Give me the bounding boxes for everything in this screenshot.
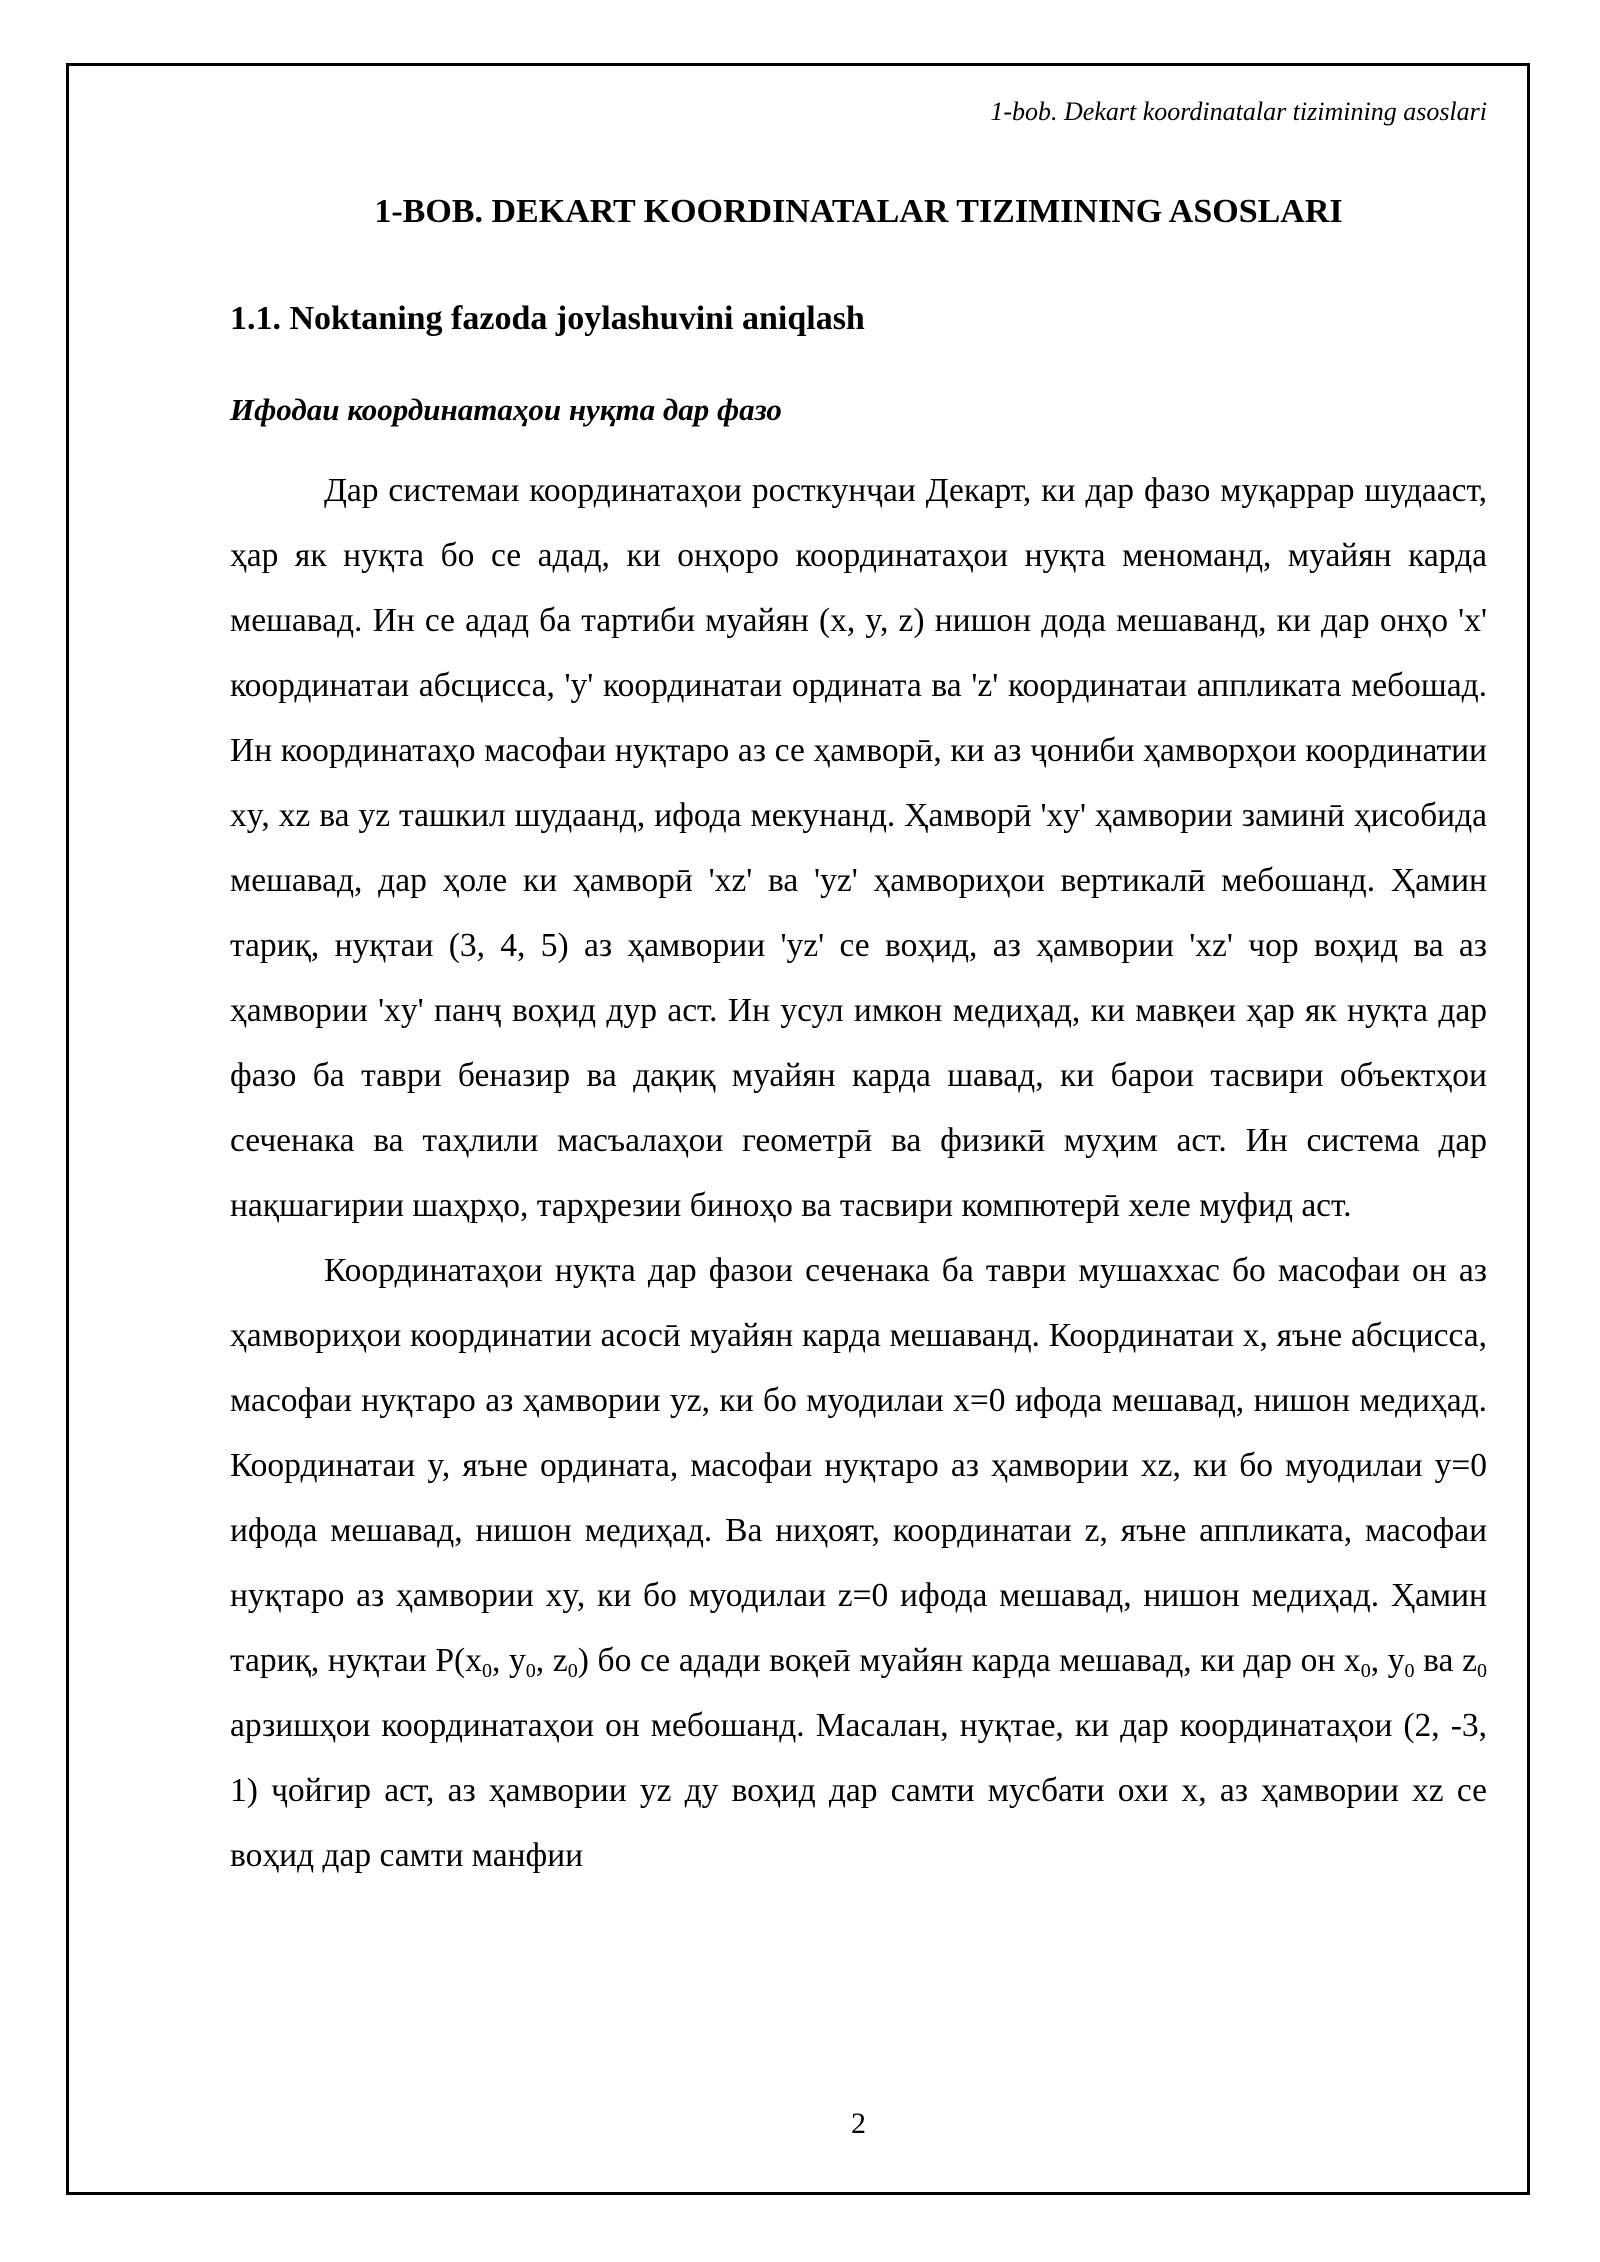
paragraph-2-text: , z — [535, 1642, 568, 1679]
subscript-zero: 0 — [1476, 1660, 1487, 1682]
subscript-zero: 0 — [481, 1660, 492, 1682]
paragraph-2-text: Координатаҳои нуқта дар фазои сеченака ба таври мушаххас бо масофаи он аз ҳамвориҳои координатии асосӣ муайян карда мешаванд. Координатаи x, яъне абсцисса, масофаи нуқтаро аз ҳамвории yz, ки бо муодилаи x=0 ифода мешавад, нишон медиҳад. Координатаи y, яъне ордината, масофаи нуқтаро аз ҳамвории xz, ки бо муодилаи y=0 ифода мешавад, нишон медиҳад. Ва ниҳоят, координатаи z, яъне аппликата, масофаи нуқтаро аз ҳамвории xy, ки бо муодилаи z=0 ифода мешавад, нишон медиҳад. Ҳамин тариқ, нуқтаи P(x — [230, 1252, 1487, 1679]
body-text — [230, 458, 1487, 1888]
subscript-zero: 0 — [567, 1660, 578, 1682]
section-heading: 1.1. Noktaning fazoda joylashuvini aniqlash — [230, 300, 865, 337]
paragraph-1: Дар системаи координатаҳои росткунҷаи Декарт, ки дар фазо муқаррар шудааст, ҳар як нуқта бо се адад, ки онҳоро координатаҳои нуқта меноманд, муайян карда мешавад. Ин се адад ба тартиби муайян (x, y, z) нишон дода мешаванд, ки дар онҳо 'x' координатаи абсцисса, 'y' координатаи ордината ва 'z' координатаи аппликата мебошад. Ин координатаҳо масофаи нуқтаро аз се ҳамворӣ, ки аз ҷониби ҳамворҳои координатии xy, xz ва yz ташкил шудаанд, ифода мекунанд. Ҳамворӣ 'xy' ҳамвории заминӣ ҳисобида мешавад, дар ҳоле ки ҳамворӣ 'xz' ва 'yz' ҳамвориҳои вертикалӣ мебошанд. Ҳамин тариқ, нуқтаи (3, 4, 5) аз ҳамвории 'yz' се воҳид, аз ҳамвории 'xz' чор воҳид ва аз ҳамвории 'xy' панҷ воҳид дур аст. Ин усул имкон медиҳад, ки мавқеи ҳар як нуқта дар фазо ба таври беназир ва дақиқ муайян карда шавад, ки барои тасвири объектҳои сеченака ва таҳлили масъалаҳои геометрӣ ва физикӣ муҳим аст. Ин система дар нақшагирии шаҳрҳо, тарҳрезии биноҳо ва тасвири компютерӣ хеле муфид аст. — [230, 472, 1487, 1224]
paragraph-2-text: , y — [491, 1642, 526, 1679]
paragraph-2-text: арзишҳои координатаҳои он мебошанд. Масалан, нуқтае, ки дар координатаҳои (2, -3, 1) ҷойгир аст, аз ҳамвории yz ду воҳид дар самти мусбати охи x, аз ҳамвории xz се воҳид дар самти манфии — [230, 1707, 1487, 1874]
paragraph-2 — [230, 1238, 1487, 1888]
subscript-zero: 0 — [525, 1660, 536, 1682]
page-number: 2 — [851, 2107, 866, 2140]
subscript-zero: 0 — [1404, 1660, 1415, 1682]
sub-heading: Ифодаи координатаҳои нуқта дар фазо — [230, 392, 782, 427]
paragraph-2-text: , y — [1370, 1642, 1405, 1679]
subscript-zero: 0 — [1360, 1660, 1371, 1682]
paragraph-2-text: ва z — [1414, 1642, 1477, 1679]
paragraph-2-text: ) бо се адади воқеӣ муайян карда мешавад, ки дар он x — [577, 1642, 1361, 1679]
chapter-title: 1-BOB. DEKART KOORDINATALAR TIZIMINING ASOSLARI — [374, 193, 1343, 230]
running-header: 1-bob. Dekart koordinatalar tizimining asoslari — [990, 97, 1487, 126]
